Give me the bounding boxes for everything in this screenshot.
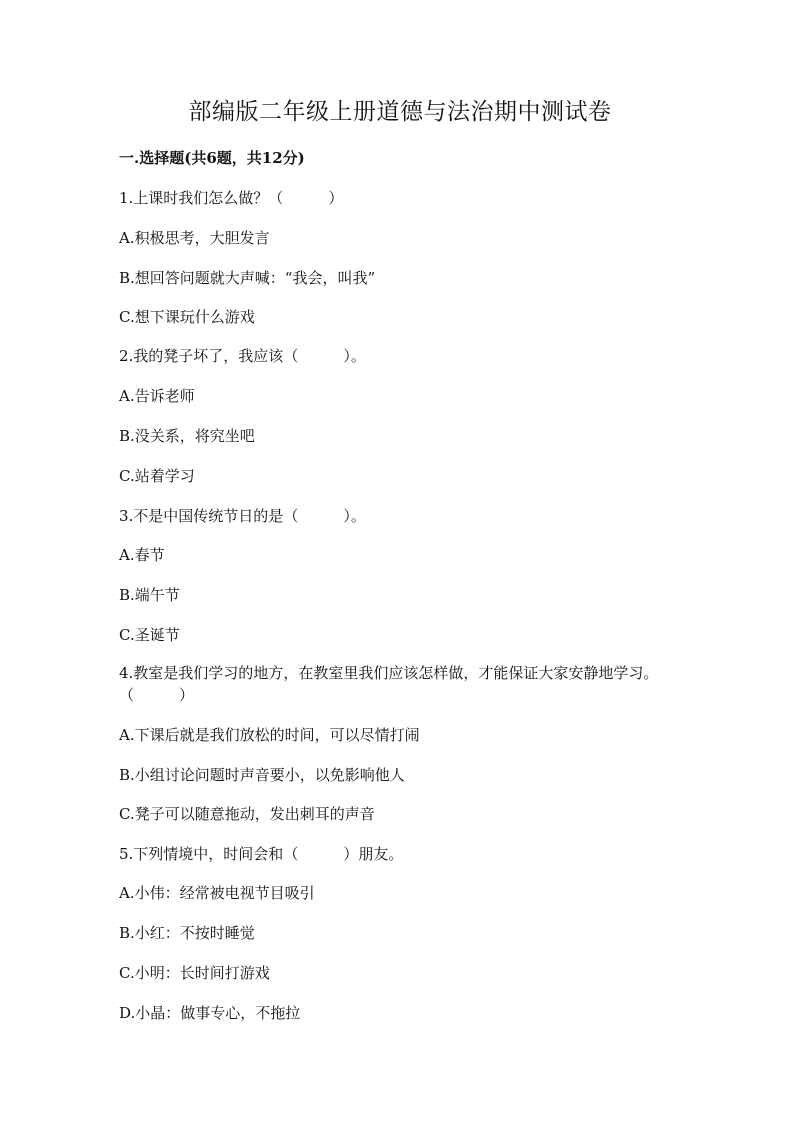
- section-heading: 一.选择题(共6题，共12分): [119, 149, 305, 167]
- answer-option: C.圣诞节: [119, 626, 180, 644]
- question-stem: 1.上课时我们怎么做？（ ）: [119, 189, 344, 207]
- question-stem: 4.教室是我们学习的地方，在教室里我们应该怎样做，才能保证大家安静地学习。（ ）: [119, 664, 659, 704]
- answer-option: B.没关系，将究坐吧: [119, 427, 255, 445]
- answer-option: C.小明：长时间打游戏: [119, 964, 270, 982]
- question-stem: 5.下列情境中，时间会和（ ）朋友。: [119, 845, 404, 863]
- question-stem: 3.不是中国传统节日的是（ ）。: [119, 507, 366, 525]
- answer-option: B.想回答问题就大声喊：“我会，叫我”: [119, 269, 376, 287]
- page-title: 部编版二年级上册道德与法治期中测试卷: [188, 99, 612, 125]
- question-stem: 2.我的凳子坏了，我应该（ ）。: [119, 347, 366, 365]
- answer-option: C.站着学习: [119, 467, 195, 485]
- answer-option: C.凳子可以随意拖动，发出刺耳的声音: [119, 805, 375, 823]
- answer-option: C.想下课玩什么游戏: [119, 308, 255, 326]
- answer-option: A.小伟：经常被电视节目吸引: [119, 884, 315, 902]
- answer-option: A.积极思考，大胆发言: [119, 229, 270, 247]
- answer-option: B.小红：不按时睡觉: [119, 924, 255, 942]
- answer-option: A.下课后就是我们放松的时间，可以尽情打闹: [119, 726, 420, 744]
- answer-option: A.告诉老师: [119, 387, 195, 405]
- answer-option: D.小晶：做事专心，不拖拉: [119, 1004, 301, 1022]
- answer-option: B.端午节: [119, 586, 180, 604]
- answer-option: B.小组讨论问题时声音要小，以免影响他人: [119, 766, 405, 784]
- answer-option: A.春节: [119, 546, 165, 564]
